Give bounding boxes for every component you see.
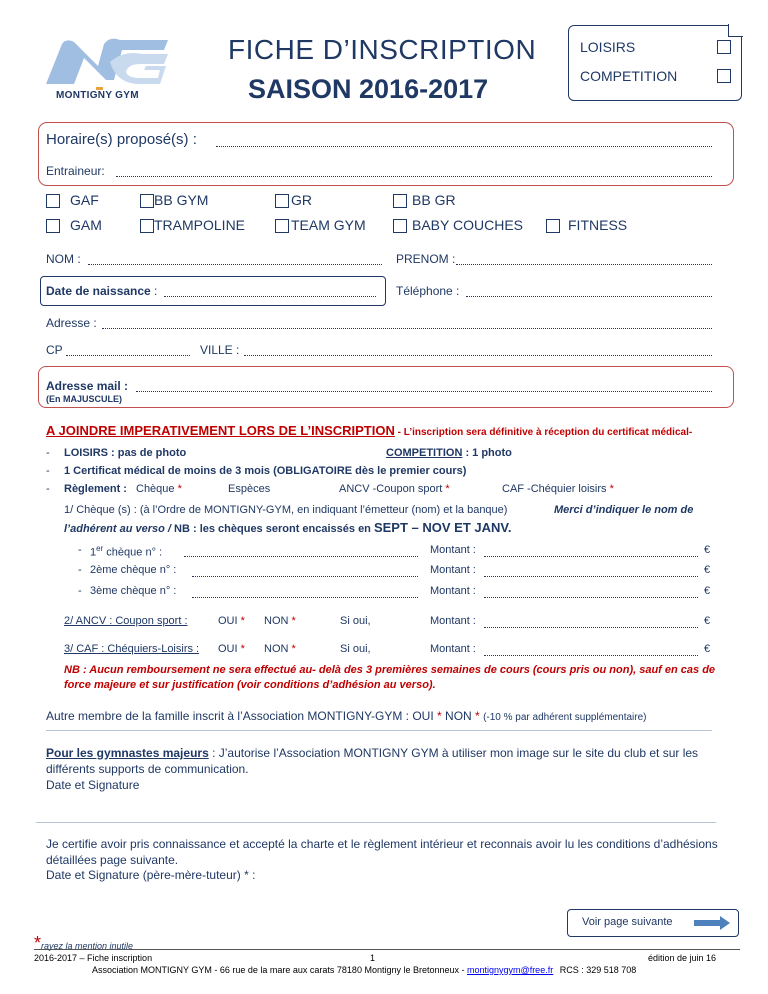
dash-2: -: [46, 465, 50, 477]
competition-photo-value: : 1 photo: [462, 447, 512, 459]
footer-rcs: RCS : 329 518 708: [559, 965, 637, 975]
cheque-1-amount-field[interactable]: [484, 556, 698, 557]
next-page-button[interactable]: [567, 909, 739, 937]
category-box: [568, 25, 742, 101]
cheque-2-number-field[interactable]: [192, 576, 418, 577]
ancv-amount-label: Montant :: [430, 615, 476, 627]
disciplines-row-1: [46, 192, 456, 208]
babycouches-checkbox[interactable]: [393, 219, 407, 233]
competition-photo-label: COMPETITION: [386, 447, 463, 459]
ordinal-suffix: er: [96, 544, 104, 553]
cheque-2-currency: €: [704, 564, 711, 576]
nom-field[interactable]: [88, 264, 382, 265]
family-discount: (-10 % par adhérent supplémentaire): [483, 712, 647, 723]
box-corner-fold: [728, 24, 743, 37]
logo-mark-icon: [40, 36, 172, 88]
cheque-intro-nb: NB : les chèques seront encaissés en: [170, 523, 374, 535]
family-text: Autre membre de la famille inscrit à l’Association MONTIGNY-GYM : OUI: [46, 709, 434, 723]
logo-text: MONTIGNY GYM: [56, 90, 139, 101]
image-rights: [46, 745, 720, 777]
oui-label: OUI: [218, 643, 238, 655]
star-mark: *: [240, 643, 245, 655]
dob-field[interactable]: [164, 296, 376, 297]
coach-field[interactable]: [116, 176, 712, 177]
page-title: FICHE D’INSCRIPTION: [228, 34, 537, 65]
star-mark: *: [177, 483, 182, 495]
dob-label: Date de naissance: [46, 284, 151, 298]
image-rights-signature: Date et Signature: [46, 778, 140, 792]
ville-field[interactable]: [244, 355, 712, 356]
non-label: NON: [264, 615, 289, 627]
email-label: Adresse mail :: [46, 379, 129, 393]
family-non[interactable]: NON: [445, 709, 472, 723]
caf-label: 3/ CAF : Chéquiers-Loisirs :: [64, 643, 200, 655]
schedule-field[interactable]: [216, 146, 712, 147]
cheque-3-currency: €: [704, 585, 711, 597]
ancv-label: 2/ ANCV : Coupon sport :: [64, 615, 188, 627]
medical-certificate: 1 Certificat médical de moins de 3 mois (OBLIGATOIRE dès le premier cours): [64, 465, 467, 477]
competition-photo: [386, 447, 512, 459]
bbgr-label: BB GR: [412, 192, 456, 208]
cheque-intro-months: SEPT – NOV ET JANV.: [373, 520, 512, 535]
payment-ancv: [339, 483, 450, 495]
dob-label-group: [46, 284, 157, 298]
ancv-amount-field[interactable]: [484, 627, 698, 628]
competition-checkbox[interactable]: [717, 69, 731, 83]
bbgym-label: BB GYM: [154, 192, 209, 208]
non-label: NON: [264, 643, 289, 655]
refund-note: NB : Aucun remboursement ne sera effectué au- delà des 3 premières semaines de cours (cours pris ou non), sauf en cas de force majeure et sur justification (voir conditions d’adhésion au verso).: [64, 664, 716, 691]
payment-ancv-label: ANCV -Coupon sport: [339, 483, 443, 495]
ancv-oui[interactable]: [218, 615, 245, 627]
arrow-right-icon: [694, 916, 730, 930]
nom-label: NOM :: [46, 252, 81, 266]
footer-left: 2016-2017 – Fiche inscription: [34, 953, 153, 963]
prenom-label: PRENOM :: [396, 252, 456, 266]
footer-address-line: [92, 965, 636, 975]
fitness-checkbox[interactable]: [546, 219, 560, 233]
star-mark: *: [475, 709, 480, 723]
dash-1: -: [46, 447, 50, 459]
star-mark: *: [34, 933, 42, 953]
bbgym-checkbox[interactable]: [140, 194, 154, 208]
fitness-label: FITNESS: [568, 217, 628, 233]
email-field[interactable]: [136, 391, 712, 392]
divider-1: [46, 730, 712, 731]
star-mark: *: [240, 615, 245, 627]
gr-checkbox[interactable]: [275, 194, 289, 208]
gam-checkbox[interactable]: [46, 219, 60, 233]
star-mark: *: [291, 643, 296, 655]
leisure-label: LOISIRS: [580, 39, 636, 55]
footer-address: Association MONTIGNY GYM - 66 rue de la mare aux carats 78180 Montigny le Bretonneux -: [92, 965, 465, 975]
footer-email-link[interactable]: montignygym@free.fr: [467, 965, 554, 975]
cheque-3-amount-label: Montant :: [430, 585, 476, 597]
star-mark: *: [291, 615, 296, 627]
ville-label: VILLE :: [200, 343, 240, 357]
cheque-1-prefix: -: [78, 544, 82, 556]
address-label: Adresse :: [46, 316, 97, 330]
phone-field[interactable]: [466, 296, 712, 297]
club-logo: [40, 36, 172, 106]
disciplines-row-2: [46, 217, 628, 233]
cheque-1-label: 1er chèque n° :: [90, 544, 163, 559]
coach-label: Entraineur:: [46, 164, 105, 178]
cheque-3-amount-field[interactable]: [484, 597, 698, 598]
cheque-intro: 1/ Chèque (s) : (à l’Ordre de MONTIGNY-GYM, en indiquant l’émetteur (nom) et la banque): [64, 504, 508, 516]
trampoline-checkbox[interactable]: [140, 219, 154, 233]
caf-si-oui: Si oui,: [340, 643, 371, 655]
phone-label: Téléphone :: [396, 284, 460, 298]
cp-field[interactable]: [66, 355, 190, 356]
certify-text: Je certifie avoir pris connaissance et accepté la charte et le règlement intérieur et reconnais avoir lu les conditions d’adhésions détaillées page suivante.: [46, 837, 718, 867]
cheque-1-amount-label: Montant :: [430, 544, 476, 556]
cheque-3-number-field[interactable]: [192, 597, 418, 598]
season-title: SAISON 2016-2017: [248, 74, 489, 104]
bbgr-checkbox[interactable]: [393, 194, 407, 208]
dob-colon: :: [150, 284, 158, 298]
email-box: [38, 366, 734, 408]
image-rights-label: Pour les gymnastes majeurs: [46, 746, 209, 760]
payment-cheque: [136, 483, 182, 495]
gaf-checkbox[interactable]: [46, 194, 60, 208]
cheque-1-number-field[interactable]: [184, 556, 418, 557]
caf-oui[interactable]: [218, 643, 245, 655]
certify-signature: Date et Signature (père-mère-tuteur) * :: [46, 868, 256, 882]
dash-3: -: [46, 483, 50, 495]
competition-label: COMPETITION: [580, 68, 678, 84]
caf-non[interactable]: [264, 643, 296, 655]
email-note: (En MAJUSCULE): [46, 394, 122, 404]
prenom-field[interactable]: [456, 264, 712, 265]
star-mark: *: [445, 483, 450, 495]
cheque-1-currency: €: [704, 544, 711, 556]
payment-especes: Espèces: [228, 483, 271, 495]
required-title: A JOINDRE IMPERATIVEMENT LORS DE L’INSCRIPTION: [46, 423, 395, 438]
gr-label: GR: [291, 192, 312, 208]
cheque-2-amount-label: Montant :: [430, 564, 476, 576]
gam-label: GAM: [70, 217, 102, 233]
teamgym-label: TEAM GYM: [291, 217, 366, 233]
star-mark: *: [437, 709, 442, 723]
caf-amount-field[interactable]: [484, 655, 698, 656]
footer-divider: [34, 949, 740, 950]
teamgym-checkbox[interactable]: [275, 219, 289, 233]
family-line: [46, 709, 647, 723]
ancv-currency: €: [704, 615, 711, 627]
cheque-intro-line2: [64, 520, 511, 535]
trampoline-label: TRAMPOLINE: [154, 217, 246, 233]
cheque-2-prefix: -: [78, 564, 82, 576]
footnote: [34, 933, 133, 954]
divider-2: [36, 822, 716, 823]
cheque-3-label: 3ème chèque n° :: [90, 585, 177, 597]
payment-cheque-label: Chèque: [136, 483, 175, 495]
babycouches-label: BABY COUCHES: [412, 217, 523, 233]
footer-page-number: 1: [370, 953, 376, 963]
leisure-checkbox[interactable]: [717, 40, 731, 54]
ancv-si-oui: Si oui,: [340, 615, 371, 627]
gaf-label: GAF: [70, 192, 99, 208]
payment-caf-label: CAF -Chéquier loisirs: [502, 483, 607, 495]
address-field[interactable]: [102, 328, 712, 329]
schedule-label: Horaire(s) proposé(s) :: [46, 131, 197, 148]
next-page-label: Voir page suivante: [582, 916, 673, 928]
cheque-intro-italic: l’adhérent au verso /: [64, 523, 171, 535]
footer-right: édition de juin 16: [648, 953, 717, 963]
cheque-intro-merci: Merci d’indiquer le nom de: [554, 504, 694, 516]
required-subtitle: - L’inscription sera définitive à réception du certificat médical-: [394, 427, 693, 438]
footnote-text: rayez la mention inutile: [41, 941, 134, 951]
payment-caf: [502, 483, 614, 495]
cp-label: CP: [46, 343, 63, 357]
payment-label: Règlement :: [64, 483, 127, 495]
caf-currency: €: [704, 643, 711, 655]
caf-amount-label: Montant :: [430, 643, 476, 655]
cheque-2-amount-field[interactable]: [484, 576, 698, 577]
ancv-non[interactable]: [264, 615, 296, 627]
oui-label: OUI: [218, 615, 238, 627]
cheque-3-prefix: -: [78, 585, 82, 597]
required-header: [46, 422, 692, 440]
cheque-2-label: 2ème chèque n° :: [90, 564, 177, 576]
image-rights-text: : J’autorise l’Association MONTIGNY GYM à utiliser mon image sur le site du club et sur les différents supports de communication.: [46, 746, 699, 776]
loisirs-photo: LOISIRS : pas de photo: [64, 447, 187, 459]
star-mark: *: [609, 483, 614, 495]
